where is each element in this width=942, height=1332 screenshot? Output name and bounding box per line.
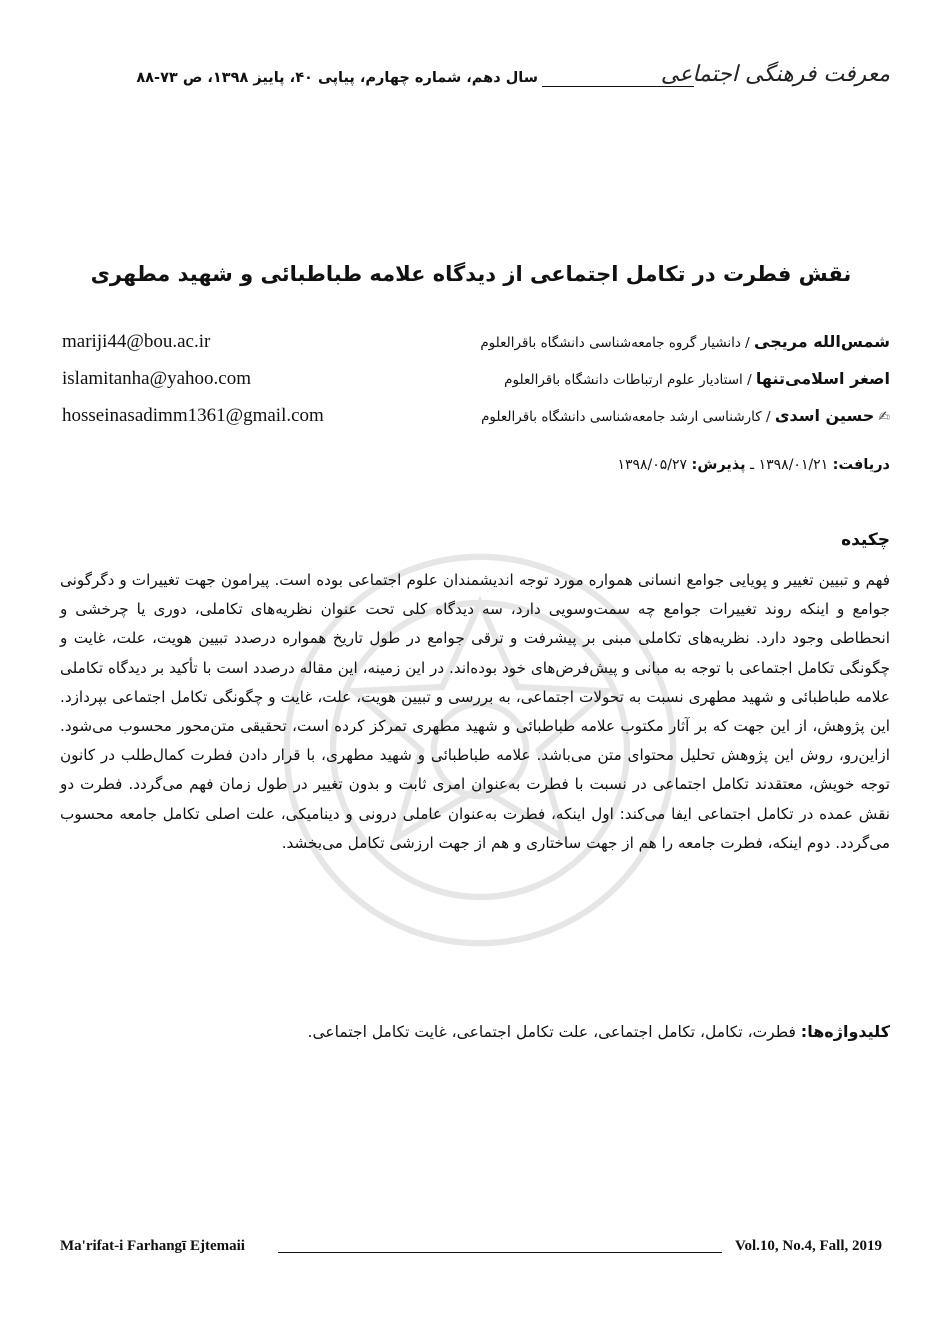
accepted-date: ۱۳۹۸/۰۵/۲۷: [617, 457, 692, 473]
article-title: نقش فطرت در تکامل اجتماعی از دیدگاه علامه طباطبائی و شهید مطهری: [90, 262, 852, 286]
author-email-link[interactable]: mariji44@bou.ac.ir: [62, 331, 211, 352]
author-affiliation: / دانشیار گروه جامعه‌شناسی دانشگاه باقرالعلوم: [480, 335, 755, 351]
author-row: [390, 404, 890, 441]
footer-rule: [278, 1252, 722, 1253]
journal-logo: معرفت فرهنگی اجتماعی: [660, 62, 890, 87]
author-affiliation: / استادیار علوم ارتباطات دانشگاه باقرالعلوم: [504, 372, 756, 388]
author-email-link[interactable]: hosseinasadimm1361@gmail.com: [62, 405, 324, 426]
author-affiliation: / کارشناسی ارشد جامعه‌شناسی دانشگاه باقرالعلوم: [481, 409, 775, 425]
author-row: [390, 330, 890, 367]
article-dates: [617, 457, 890, 473]
keywords-text: فطرت، تکامل، تکامل اجتماعی، علت تکامل اجتماعی، غایت تکامل اجتماعی.: [307, 1023, 801, 1041]
footer-volume-info: Vol.10, No.4, Fall, 2019: [735, 1238, 882, 1254]
abstract-heading: چکیده: [841, 530, 890, 550]
corresponding-author-icon: ✍: [878, 409, 890, 425]
footer-journal-name: Ma'rifat-i Farhangī Ejtemaii: [60, 1238, 245, 1254]
accepted-label: پذیرش:: [691, 457, 746, 473]
received-label: دریافت:: [832, 457, 890, 473]
author-name: حسین اسدی: [774, 406, 875, 425]
keywords: [60, 1022, 890, 1041]
author-email-link[interactable]: islamitanha@yahoo.com: [62, 368, 251, 389]
issue-info: سال دهم، شماره چهارم، پیاپی ۴۰، پاییز ۱۳۹۸، ص ۷۳-۸۸: [136, 70, 538, 86]
running-header: [60, 62, 890, 102]
keywords-label: کلیدواژه‌ها:: [800, 1022, 890, 1041]
author-row: [390, 367, 890, 404]
author-list: [390, 330, 890, 441]
header-rule: [542, 86, 694, 87]
received-date: ۱۳۹۸/۰۱/۲۱ ـ: [745, 457, 833, 473]
author-name: اصغر اسلامی‌تنها: [755, 369, 890, 388]
author-emails: [62, 329, 402, 440]
author-name: شمس‌الله مریجی: [754, 332, 890, 351]
abstract-text: فهم و تبیین تغییر و پویایی جوامع انسانی همواره مورد توجه اندیشمندان علوم اجتماعی بوده است. پیرامون جهت تغییرات و دگرگونی جوامع و اینکه روند تغییرات جوامع چه سمت‌وسویی دارد، سه دیدگاه کلی تحت عنوان نظریه‌های تکاملی، دوری یا چرخشی و انحطاطی وجود دارد. نظریه‌های تکاملی مبنی بر پیشرفت و ترقی جوامع در طول تاریخ همواره درصدد تبیین هویت، علت، غایت و چگونگی تکامل اجتماعی با توجه به مبانی و پیش‌فرض‌های خود بوده‌اند. در این زمینه، این مقاله درصدد است با تأکید بر دیدگاه تکاملی علامه طباطبائی و شهید مطهری نسبت به تحولات اجتماعی، به بررسی و تبیین هویت، علت، غایت و چگونگی تکامل اجتماعی بپردازد. این پژوهش، از این جهت که بر آثار مکتوب علامه طباطبائی و شهید مطهری تمرکز کرده است، تحقیقی متن‌محور محسوب می‌شود. ازاین‌رو، روش این پژوهش تحلیل محتوای متن می‌باشد. علامه طباطبائی و شهید مطهری، با قرار دادن فطرت کمال‌طلب در کانون توجه خویش، معتقدند تکامل اجتماعی در نسبت با فطرت به‌عنوان امری ثابت و بدون تغییر در طول زمان فهم می‌گردد. فطرت دو نقش عمده در تکامل اجتماعی ایفا می‌کند: اول اینکه، فطرت به‌عنوان عاملی درونی و دینامیکی، علت اصلی تکامل جامعه محسوب می‌گردد. دوم اینکه، فطرت جامعه را هم از جهت ساختاری و هم از جهت ارزشی تکامل می‌بخشد.: [60, 571, 890, 852]
